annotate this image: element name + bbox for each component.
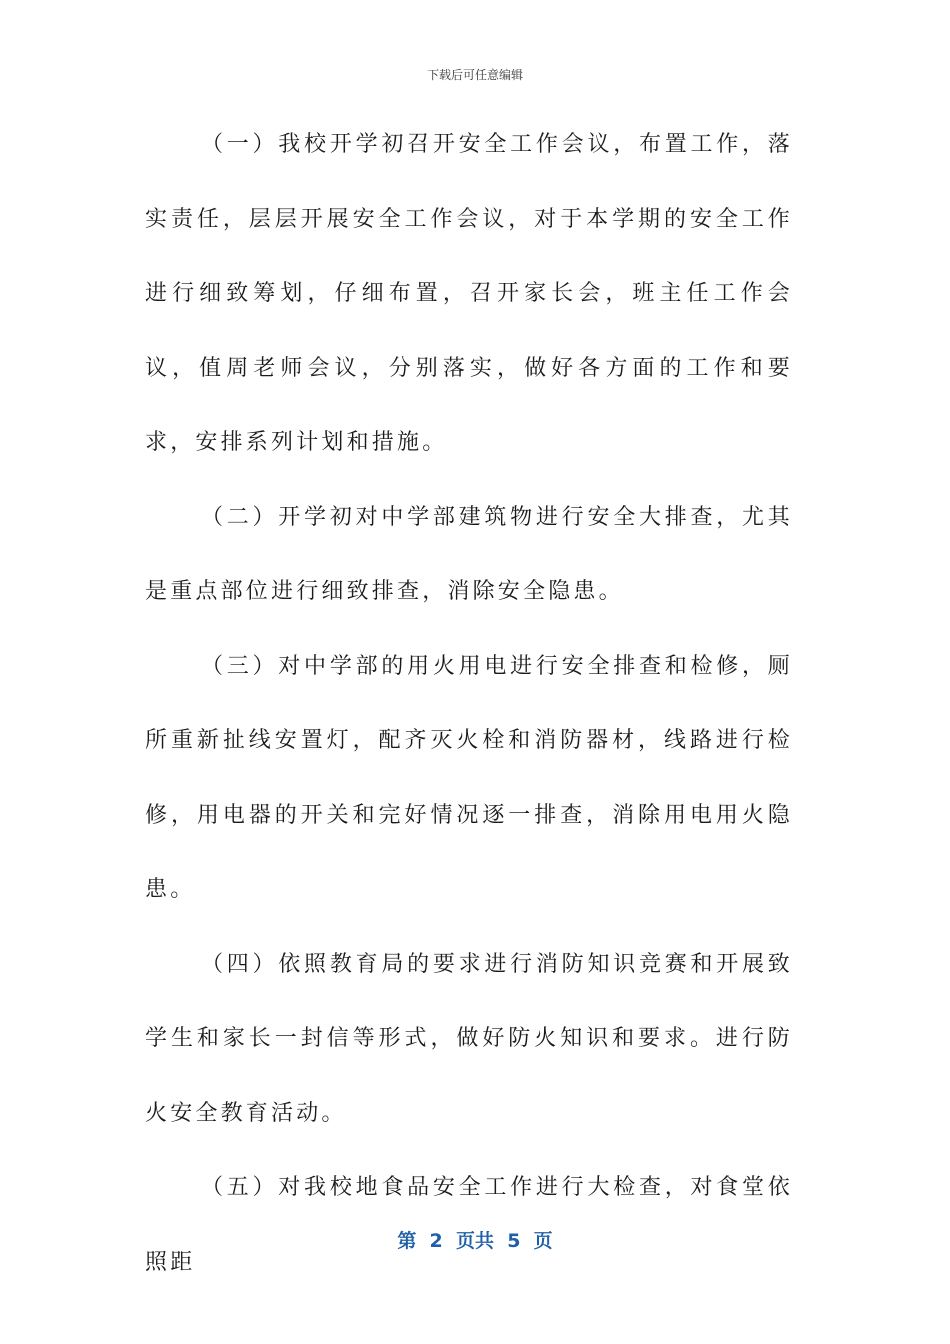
document-body — [145, 108, 793, 1300]
paragraph-1: （一）我校开学初召开安全工作会议，布置工作，落实责任，层层开展安全工作会议，对于本学期的安全工作进行细致筹划，仔细布置，召开家长会，班主任工作会议，值周老师会议，分别落实，做好各方面的工作和要求，安排系列计划和措施。 — [145, 132, 793, 455]
paragraph-4: （四）依照教育局的要求进行消防知识竞赛和开展致学生和家长一封信等形式，做好防火知识和要求。进行防火安全教育活动。 — [145, 951, 793, 1126]
page-number-footer: 第 2 页共 5 页 — [397, 1230, 553, 1252]
paragraph-2: （二）开学初对中学部建筑物进行安全大排查，尤其是重点部位进行细致排查，消除安全隐患。 — [145, 504, 793, 604]
header-note: 下载后可任意编辑 — [426, 68, 523, 82]
paragraph-3: （三）对中学部的用火用电进行安全排查和检修，厕所重新扯线安置灯，配齐灭火栓和消防器材，线路进行检修，用电器的开关和完好情况逐一排查，消除用电用火隐患。 — [145, 653, 793, 902]
paragraph-5: （五）对我校地食品安全工作进行大检查，对食堂依照距 — [145, 1175, 793, 1275]
